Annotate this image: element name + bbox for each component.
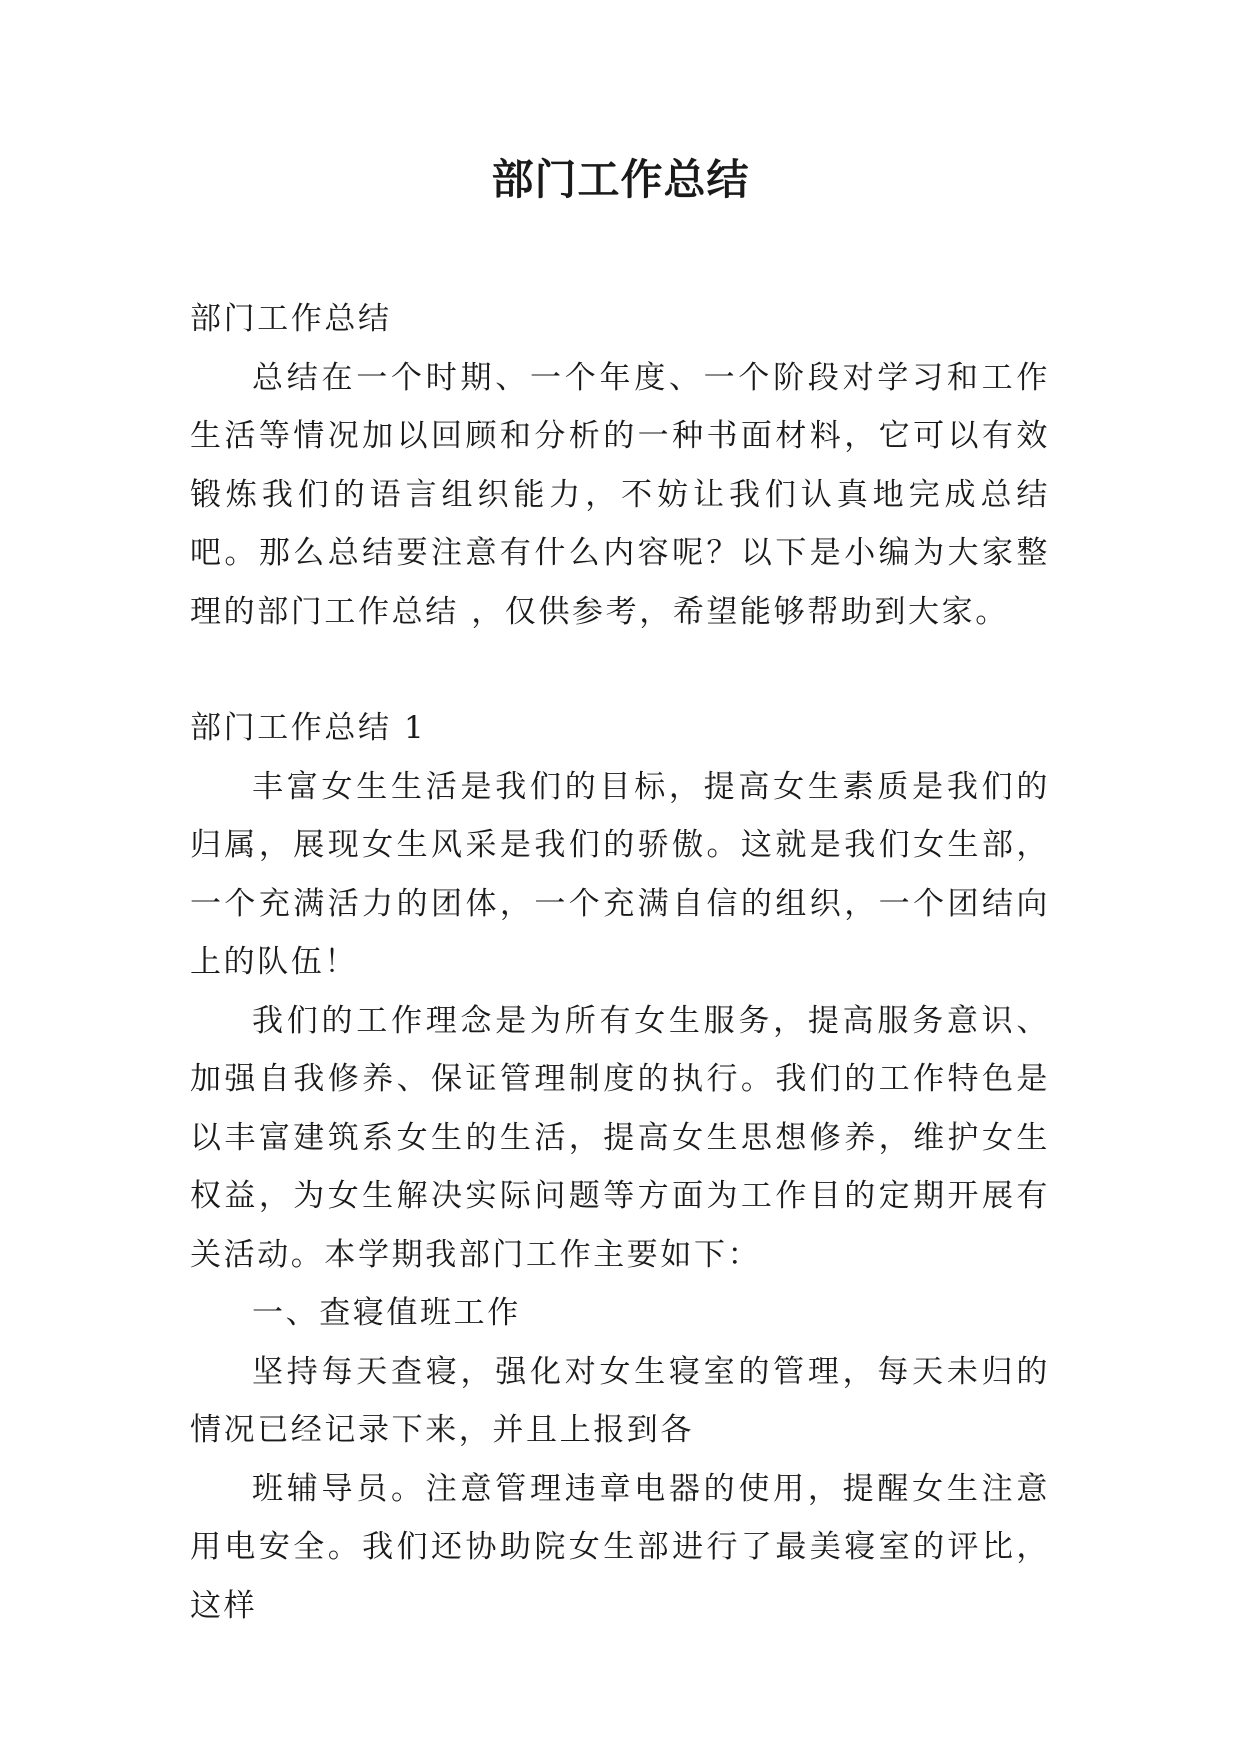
document-title: 部门工作总结 [491,155,750,204]
section-1-paragraph: 班辅导员。注意管理违章电器的使用，提醒女生注意用电安全。我们还协助院女生部进行了最美寝室的评比，这样 [190,1470,1050,1624]
subsection-heading: 一、查寝值班工作 [252,1295,521,1331]
section-1-paragraph: 我们的工作理念是为所有女生服务，提高服务意识、加强自我修养、保证管理制度的执行。我们的工作特色是以丰富建筑系女生的生活，提高女生思想修养，维护女生权益，为女生解决实际问题等方面为工作目的定期开展有关活动。本学期我部门工作主要如下： [190,1002,1050,1273]
section-1-paragraph: 丰富女生生活是我们的目标，提高女生素质是我们的归属，展现女生风采是我们的骄傲。这就是我们女生部，一个充满活力的团体，一个充满自信的组织，一个团结向上的队伍！ [190,768,1050,980]
document-body [190,290,1050,1635]
intro-heading: 部门工作总结 [190,301,392,337]
section-1-paragraph: 坚持每天查寝，强化对女生寝室的管理，每天未归的情况已经记录下来，并且上报到各 [190,1353,1050,1448]
section-1-heading: 部门工作总结 1 [190,710,427,746]
intro-paragraph: 总结在一个时期、一个年度、一个阶段对学习和工作生活等情况加以回顾和分析的一种书面材料，它可以有效锻炼我们的语言组织能力，不妨让我们认真地完成总结吧。那么总结要注意有什么内容呢？以下是小编为大家整理的部门工作总结 ，仅供参考，希望能够帮助到大家。 [190,359,1050,630]
section-spacer [190,641,1050,699]
